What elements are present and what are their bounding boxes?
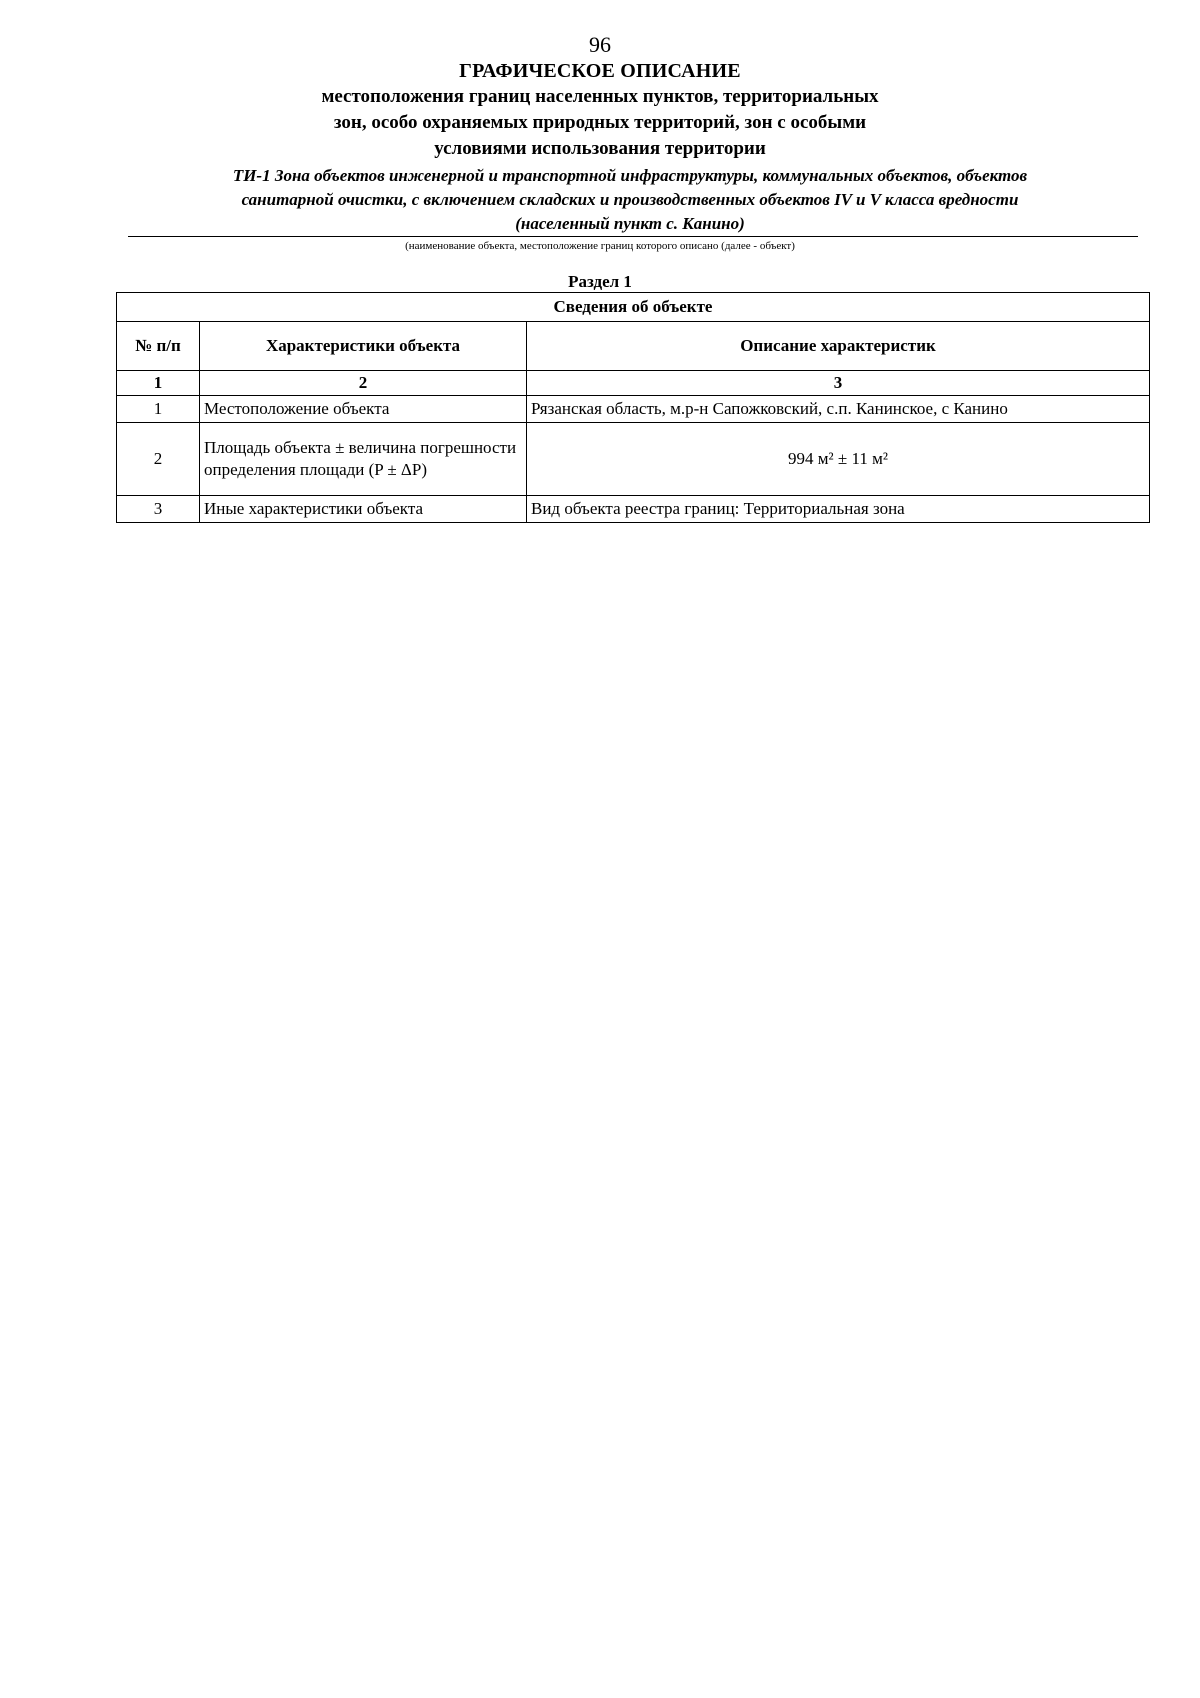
header-characteristic: Характеристики объекта [200, 322, 527, 371]
column-index-2: 2 [200, 371, 527, 396]
column-index-3: 3 [527, 371, 1150, 396]
page-number: 96 [589, 32, 611, 57]
header-description: Описание характеристик [527, 322, 1150, 371]
table-row [117, 423, 1150, 496]
title-line-3: зон, особо охраняемых природных территорий, зон с особыми [333, 112, 867, 133]
row-description: Вид объекта реестра границ: Территориальная зона [527, 496, 1150, 523]
title-line-1: ГРАФИЧЕСКОЕ ОПИСАНИЕ [459, 60, 741, 82]
row-description: 994 м² ± 11 м² [527, 423, 1150, 496]
row-num: 2 [117, 423, 200, 496]
row-num: 3 [117, 496, 200, 523]
title-line-2: местоположения границ населенных пунктов, территориальных [321, 86, 879, 107]
row-num: 1 [117, 396, 200, 423]
object-name [130, 164, 1130, 236]
table-row [117, 396, 1150, 423]
table-index-row [117, 371, 1150, 396]
object-name-line-3: (населенный пункт с. Канино) [515, 214, 745, 233]
section-title: Раздел 1 [568, 272, 632, 291]
object-info-table [116, 292, 1150, 523]
object-name-line-2: санитарной очистки, с включением складских и производственных объектов IV и V класса вредности [241, 190, 1019, 209]
row-description: Рязанская область, м.р-н Сапожковский, с.п. Канинское, с Канино [527, 396, 1150, 423]
row-characteristic: Иные характеристики объекта [200, 496, 527, 523]
object-name-underline [128, 236, 1138, 237]
object-name-caption: (наименование объекта, местоположение границ которого описано (далее - объект) [405, 240, 795, 252]
title-line-4: условиями использования территории [434, 138, 766, 159]
table-header-row [117, 322, 1150, 371]
document-title [0, 58, 1200, 162]
header-num: № п/п [117, 322, 200, 371]
table-caption-row [117, 293, 1150, 322]
row-characteristic: Площадь объекта ± величина погрешности определения площади (P ± ΔP) [200, 423, 527, 496]
table-row [117, 496, 1150, 523]
column-index-1: 1 [117, 371, 200, 396]
row-characteristic: Местоположение объекта [200, 396, 527, 423]
table-caption: Сведения об объекте [117, 293, 1150, 322]
object-name-line-1: ТИ-1 Зона объектов инженерной и транспортной инфраструктуры, коммунальных объектов, объектов [232, 166, 1028, 185]
